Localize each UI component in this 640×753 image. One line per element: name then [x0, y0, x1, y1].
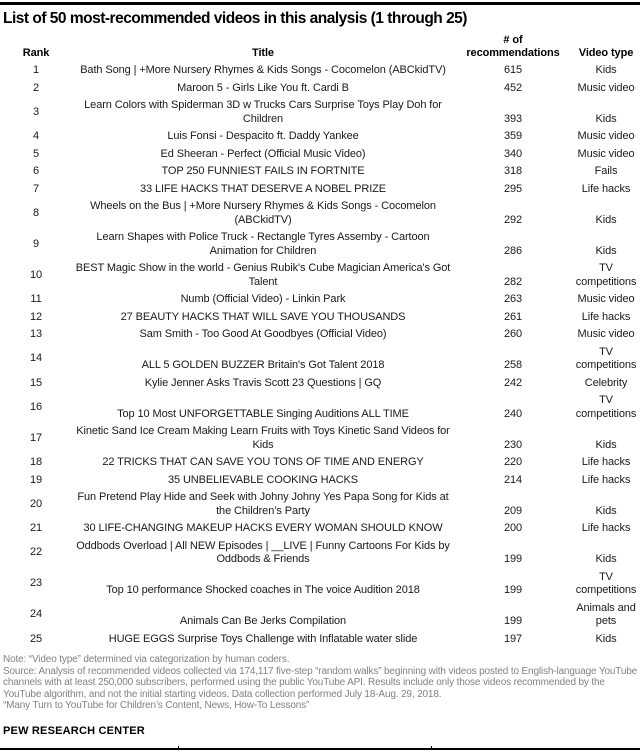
- title-cell: Maroon 5 - Girls Like You ft. Cardi B: [177, 81, 349, 94]
- header-row: [0, 33, 640, 62]
- recommendations-cell: 261: [503, 310, 523, 323]
- recommendations-cell: 199: [503, 553, 523, 565]
- recommendations-cell: 263: [503, 293, 523, 305]
- video-type-cell: Music video: [577, 81, 635, 94]
- table-row: [0, 229, 640, 260]
- table-row: [0, 163, 640, 181]
- col-header-title: Title: [252, 46, 274, 59]
- footer-notes: [3, 654, 638, 712]
- video-type-cell: Fails: [594, 165, 618, 177]
- recommendations-cell: 359: [503, 130, 523, 142]
- table-row: [0, 80, 640, 98]
- table-row: [0, 146, 640, 164]
- table-row: [0, 375, 640, 393]
- table-row: [0, 198, 640, 229]
- rank-cell: 6: [32, 165, 40, 177]
- table-row: [0, 423, 640, 454]
- video-type-cell: Music video: [577, 147, 635, 160]
- video-type-cell: Life hacks: [581, 456, 631, 468]
- recommendations-cell: 340: [503, 147, 523, 160]
- video-type-cell: Kids: [595, 213, 617, 226]
- title-cell: Kylie Jenner Asks Travis Scott 23 Questions | GQ: [144, 376, 382, 389]
- video-type-cell: Kids: [595, 64, 617, 76]
- title-cell: Bath Song | +More Nursery Rhymes & Kids Songs - Cocomelon (ABCkidTV): [80, 64, 446, 76]
- video-type-cell: Music video: [577, 293, 635, 305]
- rank-cell: 5: [32, 147, 40, 160]
- video-type-cell: Life hacks: [581, 182, 631, 195]
- title-cell: 22 TRICKS THAT CAN SAVE YOU TONS OF TIME AND ENERGY: [102, 456, 424, 468]
- rank-cell: 16: [29, 400, 43, 413]
- rank-cell: 23: [29, 577, 43, 590]
- rank-cell: 19: [29, 473, 43, 486]
- title-cell: Animals Can Be Jerks Compilation: [179, 615, 347, 627]
- title-cell: Sam Smith - Too Good At Goodbyes (Official Video): [139, 328, 387, 340]
- table-row: [0, 181, 640, 199]
- rank-cell: 13: [29, 328, 43, 340]
- title-cell: TOP 250 FUNNIEST FAILS IN FORTNITE: [161, 165, 365, 177]
- recommendations-cell: 393: [503, 112, 523, 125]
- col-header-recommendations: [454, 33, 572, 62]
- table-row: [0, 600, 640, 631]
- rank-cell: 15: [29, 376, 43, 389]
- recommendations-cell: 242: [503, 376, 523, 389]
- note-text: Note: “Video type” determined via categorization by human coders.: [3, 654, 290, 665]
- report-title-text: “Many Turn to YouTube for Children’s Content, News, How-To Lessons”: [3, 700, 310, 712]
- rank-cell: 9: [32, 237, 40, 250]
- video-type-cell: Kids: [595, 632, 617, 645]
- title-cell: Oddbods Overload | All NEW Episodes | __LIVE | Funny Cartoons For Kids by Oddbods & Friends: [76, 539, 450, 565]
- rank-cell: 10: [29, 268, 43, 281]
- rank-cell: 1: [32, 64, 40, 76]
- col-header-video-type: Video type: [578, 46, 634, 59]
- rank-cell: 17: [29, 431, 43, 444]
- title-cell: 33 LIFE HACKS THAT DESERVE A NOBEL PRIZE: [139, 182, 387, 195]
- title-cell: Learn Colors with Spiderman 3D w Trucks Cars Surprise Toys Play Doh for Children: [84, 99, 442, 125]
- table-row: [0, 392, 640, 423]
- table-row: [0, 309, 640, 327]
- rank-cell: 21: [29, 522, 43, 534]
- recommendations-cell: 197: [503, 632, 523, 645]
- table-row: [0, 520, 640, 538]
- page-title: List of 50 most-recommended videos in this analysis (1 through 25): [3, 10, 467, 27]
- title-cell: Wheels on the Bus | +More Nursery Rhymes & Kids Songs - Cocomelon (ABCkidTV): [90, 200, 436, 226]
- recommendations-cell: 260: [503, 328, 523, 340]
- video-type-cell: TV competitions: [575, 570, 637, 596]
- table-row: [0, 291, 640, 309]
- video-type-cell: Kids: [595, 112, 617, 125]
- video-type-cell: TV competitions: [575, 262, 637, 288]
- bottom-rule: [0, 748, 640, 750]
- recs-header-line1: # of: [503, 34, 523, 46]
- bottom-rule-tick: [178, 746, 179, 748]
- recommendations-cell: 230: [503, 438, 523, 451]
- rank-cell: 3: [32, 105, 40, 118]
- table-row: [0, 260, 640, 291]
- table-row: [0, 538, 640, 569]
- title-cell: HUGE EGGS Surprise Toys Challenge with Inflatable water slide: [108, 632, 418, 645]
- recommendations-cell: 209: [503, 504, 523, 517]
- video-type-cell: Kids: [595, 553, 617, 565]
- rank-cell: 12: [29, 310, 43, 323]
- rank-cell: 22: [29, 546, 43, 559]
- recommendations-cell: 318: [503, 165, 523, 177]
- video-type-cell: Life hacks: [581, 310, 631, 323]
- video-type-cell: TV competitions: [575, 394, 637, 420]
- table-row: [0, 128, 640, 146]
- rank-cell: 11: [30, 293, 42, 305]
- rank-cell: 2: [32, 81, 40, 94]
- recommendations-cell: 240: [503, 407, 523, 420]
- table-row: [0, 326, 640, 344]
- table-body: [0, 62, 640, 648]
- recommendations-cell: 286: [503, 244, 523, 257]
- video-type-cell: Life hacks: [581, 522, 631, 534]
- title-cell: 27 BEAUTY HACKS THAT WILL SAVE YOU THOUSANDS: [120, 310, 406, 323]
- table-row: [0, 472, 640, 490]
- video-type-cell: Celebrity: [584, 376, 628, 389]
- table-row: [0, 569, 640, 600]
- video-type-cell: Music video: [577, 328, 635, 340]
- table-row: [0, 489, 640, 520]
- rank-cell: 4: [32, 130, 40, 142]
- title-cell: 35 UNBELIEVABLE COOKING HACKS: [167, 473, 359, 486]
- recommendations-cell: 615: [503, 64, 523, 76]
- rank-cell: 14: [29, 352, 43, 365]
- recommendations-cell: 452: [503, 81, 523, 94]
- table-row: [0, 344, 640, 375]
- table-row: [0, 454, 640, 472]
- title-cell: Top 10 performance Shocked coaches in The voice Audition 2018: [106, 584, 420, 596]
- table-row: [0, 97, 640, 128]
- table-header: [0, 33, 640, 62]
- title-cell: Learn Shapes with Police Truck - Rectangle Tyres Assemby - Cartoon Animation for Children: [96, 231, 430, 257]
- title-cell: BEST Magic Show in the world - Genius Rubik's Cube Magician America's Got Talent: [75, 262, 451, 288]
- video-type-cell: Animals and pets: [576, 601, 636, 627]
- recommendations-cell: 214: [503, 473, 523, 486]
- recommendations-cell: 199: [503, 584, 523, 596]
- rank-cell: 7: [32, 182, 40, 195]
- video-type-cell: Kids: [595, 438, 617, 451]
- title-cell: Fun Pretend Play Hide and Seek with Johny Johny Yes Papa Song for Kids at the Children’s Party: [77, 491, 449, 517]
- rank-cell: 24: [29, 608, 43, 621]
- table-row: [0, 631, 640, 649]
- rank-cell: 20: [29, 497, 43, 510]
- rank-cell: 25: [29, 632, 43, 645]
- title-cell: Top 10 Most UNFORGETTABLE Singing Auditions ALL TIME: [117, 407, 409, 420]
- title-cell: Ed Sheeran - Perfect (Official Music Video): [160, 147, 366, 160]
- video-type-cell: Kids: [595, 504, 617, 517]
- video-type-cell: Kids: [595, 244, 617, 257]
- videos-table: [0, 33, 640, 648]
- rank-cell: 18: [29, 456, 43, 468]
- title-cell: Luis Fonsi - Despacito ft. Daddy Yankee: [167, 130, 359, 142]
- pew-research-center-wordmark: PEW RESEARCH CENTER: [3, 724, 145, 737]
- col-header-rank: Rank: [22, 46, 50, 59]
- recommendations-cell: 258: [503, 359, 523, 371]
- title-cell: Numb (Official Video) - Linkin Park: [180, 293, 346, 305]
- recommendations-cell: 282: [503, 275, 523, 288]
- title-cell: ALL 5 GOLDEN BUZZER Britain's Got Talent 2018: [141, 359, 385, 371]
- title-cell: Kinetic Sand Ice Cream Making Learn Fruits with Toys Kinetic Sand Videos for Kids: [76, 425, 450, 451]
- top-rule: [0, 2, 640, 5]
- rank-cell: 8: [32, 206, 40, 219]
- recs-header-line2: recommendations: [466, 46, 560, 59]
- recommendations-cell: 295: [503, 182, 523, 195]
- bottom-rule-tick: [431, 746, 432, 748]
- recommendations-cell: 292: [503, 213, 523, 226]
- video-type-cell: TV competitions: [575, 345, 637, 371]
- table-row: [0, 62, 640, 80]
- title-cell: 30 LIFE-CHANGING MAKEUP HACKS EVERY WOMAN SHOULD KNOW: [83, 522, 443, 534]
- video-type-cell: Life hacks: [581, 473, 631, 486]
- recommendations-cell: 200: [503, 522, 523, 534]
- recommendations-cell: 199: [503, 615, 523, 627]
- recommendations-cell: 220: [503, 456, 523, 468]
- video-type-cell: Music video: [577, 130, 635, 142]
- source-text: Source: Analysis of recommended videos collected via 174,117 five-step “random walks” beginning with videos posted to English-language YouTube channels with at least 250,000 subscribers, performed using the public YouTube API. Results include only those videos recommended by the YouTube algorithm, and not the initial starting videos. Data collection performed July 18-Aug. 29, 2018.: [3, 665, 638, 700]
